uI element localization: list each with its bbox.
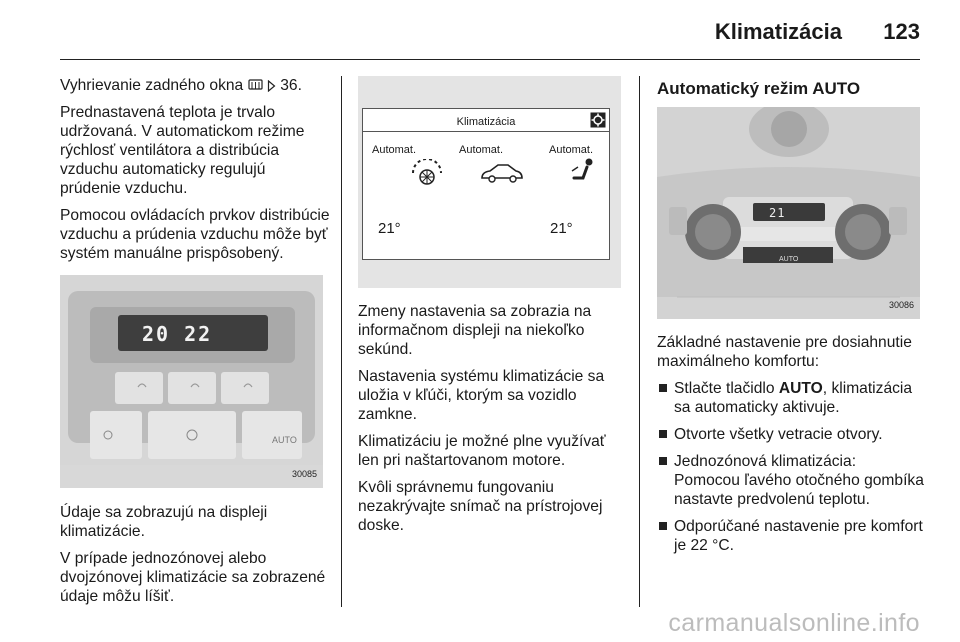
panel-display-readout: 20 22	[142, 322, 213, 346]
figure-auto-panel	[657, 107, 920, 319]
distribution-mode-label: Automat.	[459, 144, 504, 156]
auto-button-reference: AUTO	[778, 380, 823, 397]
column-1	[60, 76, 330, 614]
info-display-screen	[362, 108, 610, 260]
info-display-header	[363, 109, 609, 132]
figure-info-display	[358, 76, 621, 288]
settings-icon	[590, 112, 606, 128]
list-item: Stlačte tlačidlo AUTO, klimatizácia sa automaticky aktivuje.	[657, 379, 925, 417]
auto-panel-display-readout: 21	[769, 206, 786, 220]
paragraph-display-data: Údaje sa zobrazujú na displeji klimatizácie.	[60, 504, 268, 540]
figure-number: 30085	[291, 469, 317, 479]
fan-mode-label: Automat.	[372, 144, 417, 156]
figure-climate-panel	[60, 275, 323, 488]
reference-arrow-icon	[267, 80, 276, 92]
paragraph-engine-running: Klimatizáciu je možné plne využívať len pri naštartovanom motore.	[358, 433, 606, 469]
page-title: Klimatizácia	[714, 19, 842, 44]
paragraph-controls: Pomocou ovládacích prvkov distribúcie vzduchu a prúdenia vzduchu môže byť systém manuálne prispôsobený.	[60, 207, 330, 262]
column-divider-right	[639, 76, 640, 607]
list-item: Otvorte všetky vetracie otvory.	[657, 425, 925, 444]
column-divider-left	[341, 76, 342, 607]
column-3	[657, 76, 925, 563]
paragraph-sensor: Kvôli správnemu fungovaniu nezakrývajte snímač na prístrojovej doske.	[358, 479, 603, 534]
paragraph-rear-window: Vyhrievanie zadného okna 36.	[60, 77, 302, 94]
airflow-mode-label: Automat.	[549, 144, 594, 156]
paragraph-temperature: Prednastavená teplota je trvalo udržovaná. V automatickom režime rýchlosť ventilátora a distribúcia vzduchu automaticky regulujú prúdenie vzduchu.	[60, 104, 305, 197]
list-item: Jednozónová klimatizácia: Pomocou ľavého otočného gombíka nastavte predvolenú teplotu.	[657, 452, 925, 509]
paragraph-zone-variants: V prípade jednozónovej alebo dvojzónovej klimatizácie sa zobrazené údaje môžu líšiť.	[60, 550, 326, 605]
footer-watermark: carmanualsonline.info	[668, 609, 920, 637]
auto-panel-button-label: AUTO	[779, 256, 799, 263]
column-2	[358, 76, 624, 543]
seated-person-airflow-icon	[567, 157, 597, 187]
auto-panel-photo	[657, 107, 920, 319]
header-rule	[60, 59, 920, 60]
fan-icon	[409, 159, 445, 187]
list-item: Odporúčané nastavenie pre komfort je 22 °C.	[657, 517, 925, 555]
temperature-right: 21°	[550, 220, 573, 237]
page-header	[0, 0, 960, 60]
panel-auto-label: AUTO	[272, 435, 297, 445]
section-title-auto-mode: Automatický režim AUTO	[657, 79, 861, 98]
figure-number: 30086	[888, 300, 914, 310]
car-distribution-icon	[479, 161, 525, 185]
info-display-title: Klimatizácia	[456, 116, 516, 128]
paragraph-settings-key: Nastavenia systému klimatizácie sa uložia v kľúči, ktorým sa vozidlo zamkne.	[358, 368, 605, 423]
temperature-left: 21°	[378, 220, 401, 237]
page-number: 123	[883, 19, 920, 44]
instruction-list	[657, 379, 925, 555]
paragraph-basic-setting: Základné nastavenie pre dosiahnutie maximálneho komfortu:	[657, 334, 912, 370]
paragraph-settings-change: Zmeny nastavenia sa zobrazia na informačnom displeji na niekoľko sekúnd.	[358, 303, 592, 358]
rear-window-heater-icon	[248, 79, 263, 92]
climate-panel-photo	[60, 275, 323, 488]
